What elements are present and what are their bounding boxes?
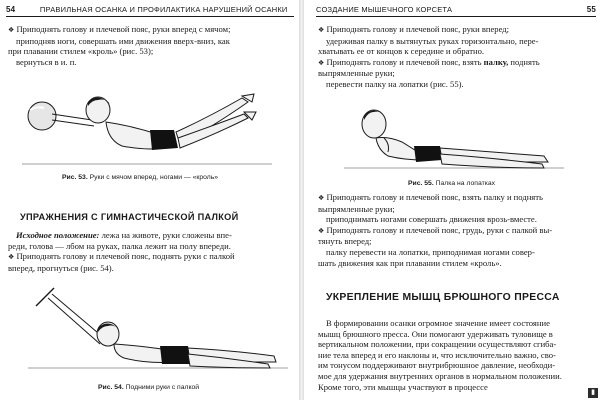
left-top-line3: при плавании стилем «кроль» (рис. 53); <box>8 46 154 57</box>
left-top-text <box>8 24 292 67</box>
corner-badge-icon: ▮ <box>588 388 598 398</box>
right-bottom-text <box>318 318 596 392</box>
right-mid-line2: выпрямленные руки; <box>318 203 395 214</box>
right-bottom-line4: ние тела вперед и его наклоны и, что исключительно важно, сво- <box>318 349 556 360</box>
right-mid-line4: Приподнять голову и плечевой пояс, грудь, руки с палкой вы- <box>326 224 553 235</box>
left-running-title: ПРАВИЛЬНАЯ ОСАНКА И ПРОФИЛАКТИКА НАРУШЕНИЙ ОСАНКИ <box>39 5 288 14</box>
right-top-line3: хватывать ее от концов к середине и обратно. <box>318 46 485 57</box>
figure-55-illustration <box>344 94 564 174</box>
right-bottom-line2: мышц брюшного пресса. Они помогают удерживать туловище в <box>318 328 553 339</box>
bullet-icon: ❖ <box>318 26 325 34</box>
start-position-text3: Приподнять голову и плечевой пояс, поднять руки с палкой <box>16 251 235 262</box>
figure-55-caption-text: Палка на лопатках <box>435 180 496 187</box>
right-header-rule <box>316 16 596 17</box>
right-top-line4-pre: Приподнять голову и плечевой пояс, взять <box>326 56 484 67</box>
start-position-lead: Исходное положение: <box>16 230 100 240</box>
right-mid-line7: шать движения как при плавании стилем «кроль». <box>318 257 502 268</box>
left-top-line1: Приподнять голову и плечевой пояс, руки вперед с мячом; <box>16 24 231 34</box>
figure-53-caption <box>62 174 218 181</box>
bullet-icon: ❖ <box>318 58 325 67</box>
start-position-text1: лежа на животе, руки сложены впе- <box>101 230 232 240</box>
right-top-line2: удерживая палку в вытянутых руках горизонтально, пере- <box>326 35 539 46</box>
right-bottom-line3: вертикальном положении, при сокращении осуществляют сгиба- <box>318 339 557 350</box>
bullet-icon: ❖ <box>8 253 15 262</box>
bullet-icon: ❖ <box>318 194 325 202</box>
left-top-line4: вернуться в и. п. <box>16 56 77 67</box>
bullet-icon: ❖ <box>8 26 15 34</box>
figure-53-caption-text: Руки с мячом вперед, ногами — «кроль» <box>89 174 219 181</box>
figure-54-caption-text: Подними руки с палкой <box>125 384 200 391</box>
bullet-icon: ❖ <box>318 226 325 235</box>
figure-55-caption <box>408 180 495 187</box>
right-page <box>304 0 600 400</box>
right-mid-line6: палку перевести на лопатки, приподнимая ногами совер- <box>326 246 535 257</box>
right-mid-line1: Приподнять голову и плечевой пояс, взять палку и поднять <box>326 192 543 202</box>
right-top-line6: перевести палку на лопатки (рис. 55). <box>326 78 464 89</box>
right-top-line1: Приподнять голову и плечевой пояс, руки вперед; <box>326 24 510 34</box>
left-section-title: УПРАЖНЕНИЯ С ГИМНАСТИЧЕСКОЙ ПАЛКОЙ <box>20 212 239 222</box>
right-section-title: УКРЕПЛЕНИЕ МЫШЦ БРЮШНОГО ПРЕССА <box>326 292 560 303</box>
right-bottom-line1: В формировании осанки огромное значение имеет состояние <box>326 318 550 328</box>
left-start-position-text <box>8 230 292 273</box>
figure-54-illustration <box>28 284 288 374</box>
right-mid-text <box>318 192 596 268</box>
right-top-line4-post: поднять <box>508 56 540 67</box>
right-bottom-line6: мое для удержания внутренних органов в нормальном положении. <box>318 370 562 381</box>
right-page-number: 55 <box>586 5 596 14</box>
figure-55-caption-label: Рис. 55. <box>408 180 434 187</box>
right-mid-line5: тянуть вперед; <box>318 236 372 247</box>
left-header-rule <box>6 16 294 17</box>
start-position-text4: вперед, прогнуться (рис. 54). <box>8 262 114 273</box>
right-running-title: СОЗДАНИЕ МЫШЕЧНОГО КОРСЕТА <box>316 5 453 14</box>
left-top-line2: приподняв ноги, совершать ими движения вверх-вниз, как <box>16 35 230 46</box>
figure-53-caption-label: Рис. 53. <box>62 174 88 181</box>
start-position-text2: реди, голова — лбом на руках, палка лежит на полу впереди. <box>8 240 231 251</box>
right-bottom-line7: Кроме того, эти мышцы участвуют в процессе <box>318 381 488 392</box>
right-top-line4-bold: палку, <box>483 56 509 67</box>
left-page-number: 54 <box>6 5 16 14</box>
figure-54-caption-label: Рис. 54. <box>98 384 124 391</box>
right-mid-line3: приподнимать ногами совершать движения врозь-вместе. <box>326 214 537 225</box>
figure-53-illustration <box>22 80 272 168</box>
right-top-line5: выпрямленные руки; <box>318 68 395 79</box>
figure-54-caption <box>98 384 199 391</box>
right-top-text <box>318 24 596 90</box>
right-bottom-line5: им тонусом поддерживают внутрибрюшное давление, необходи- <box>318 360 556 371</box>
